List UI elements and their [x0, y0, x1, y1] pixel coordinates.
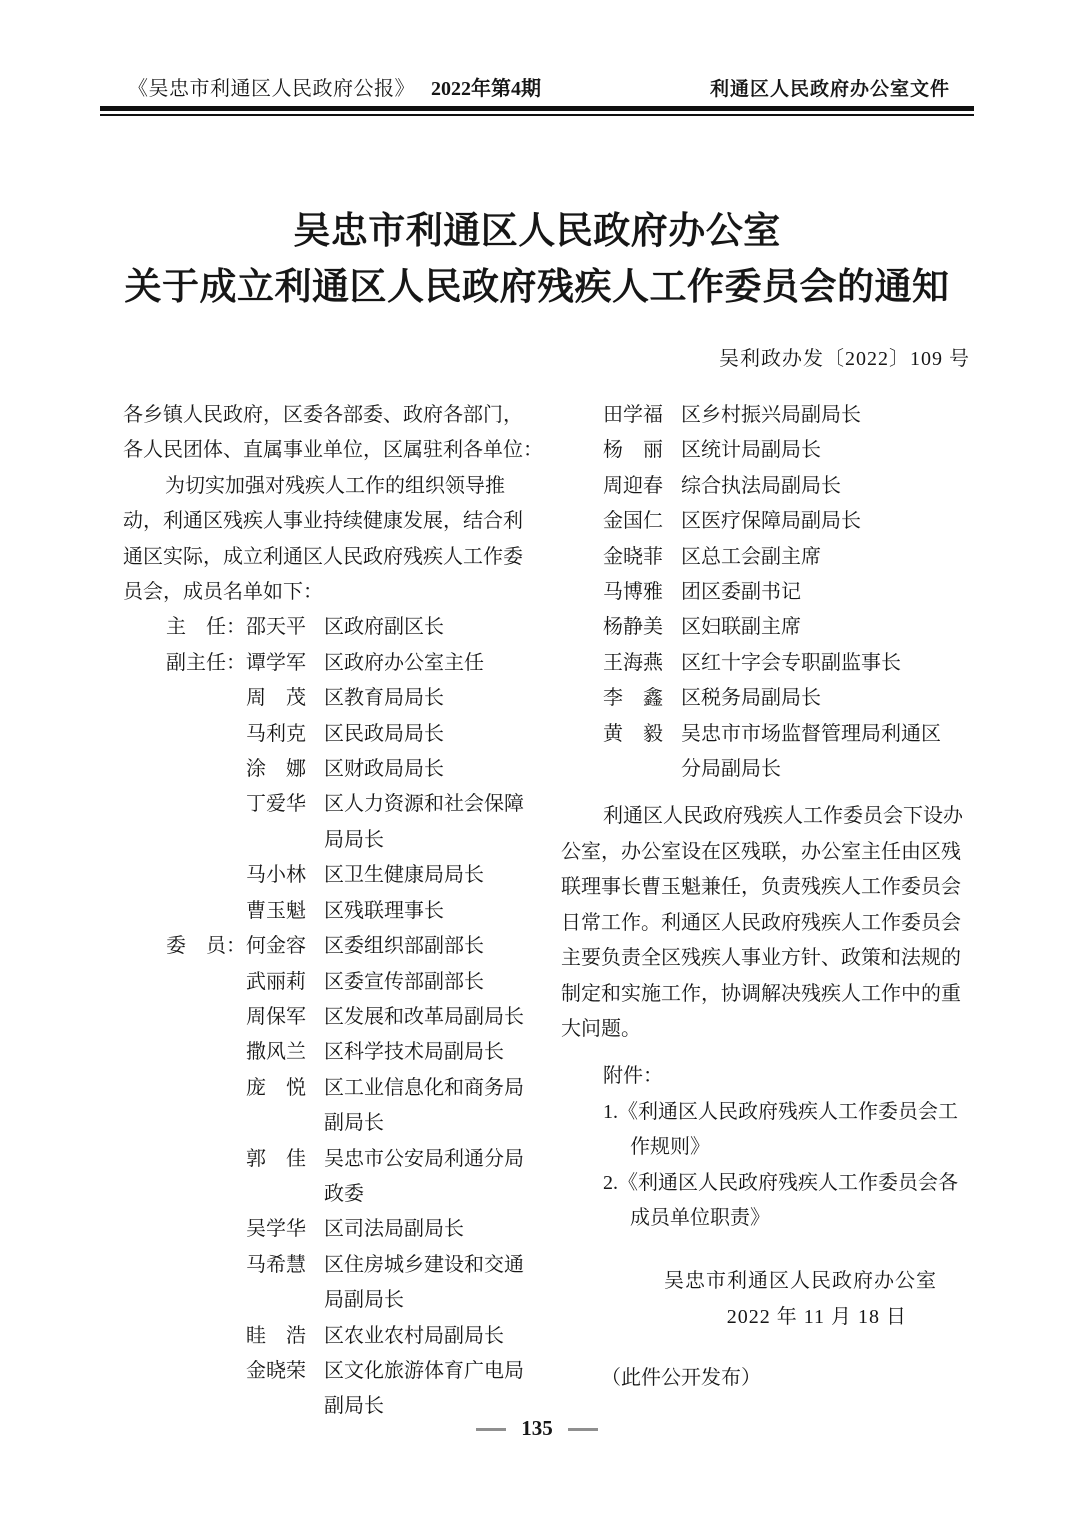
member-name: 金晓荣 — [246, 1359, 306, 1382]
member-position-line: 政委 — [324, 1182, 364, 1205]
member-position — [681, 504, 953, 539]
signature-date: 2022 年 11 月 18 日 — [726, 1305, 907, 1328]
member-row — [561, 469, 953, 504]
member-name: 郭 佳 — [246, 1147, 306, 1170]
member-position — [324, 1142, 524, 1213]
member-row — [123, 1142, 523, 1213]
member-position — [324, 646, 523, 681]
member-role-label: 委 员： — [166, 935, 246, 958]
text-line: 2.《利通区人民政府残疾人工作委员会各 — [603, 1171, 958, 1194]
member-position-line: 副局长 — [324, 1395, 384, 1418]
member-row — [123, 787, 523, 858]
member-row — [123, 717, 523, 752]
member-row — [123, 858, 523, 893]
body-left-column — [123, 398, 543, 1425]
member-name: 马博雅 — [603, 581, 663, 604]
member-position-line: 区总工会副主席 — [681, 545, 821, 568]
attachments-block — [561, 1059, 958, 1236]
gazette-title: 《吴忠市利通区人民政府公报》 — [128, 78, 415, 100]
footer-right-dash — [568, 1428, 598, 1431]
page-number: 135 — [521, 1416, 553, 1440]
member-position — [324, 1354, 524, 1425]
member-position — [681, 540, 953, 575]
member-row — [123, 646, 523, 681]
member-row — [123, 1000, 523, 1035]
page-footer — [0, 1416, 1074, 1441]
member-position-line: 区住房城乡建设和交通 — [324, 1253, 524, 1276]
page-header — [128, 72, 950, 101]
member-position-line: 区人力资源和社会保障 — [324, 793, 524, 816]
text-line: 动，利通区残疾人事业持续健康发展，结合利 — [123, 510, 523, 533]
member-position — [681, 646, 953, 681]
member-position-line: 区委宣传部副部长 — [324, 970, 484, 993]
member-row — [123, 1248, 523, 1319]
member-row — [123, 681, 523, 716]
member-position — [681, 469, 953, 504]
member-row — [123, 1071, 523, 1142]
member-position-line: 区卫生健康局局长 — [324, 864, 484, 887]
text-line: 1.《利通区人民政府残疾人工作委员会工 — [603, 1100, 958, 1123]
member-row — [561, 540, 953, 575]
member-name: 眭 浩 — [246, 1324, 306, 1347]
member-position-line: 局副局长 — [324, 1289, 404, 1312]
member-position — [681, 398, 953, 433]
document-number: 吴利政办发〔2022〕109 号 — [719, 348, 970, 370]
member-position — [324, 929, 523, 964]
member-position-line: 区妇联副主席 — [681, 616, 801, 639]
member-position-line: 区统计局副局长 — [681, 439, 821, 462]
text-line: 利通区人民政府残疾人工作委员会下设办 — [603, 805, 963, 828]
text-line: 通区实际，成立利通区人民政府残疾人工作委 — [123, 545, 523, 568]
member-row — [561, 575, 953, 610]
signature-block — [561, 1264, 953, 1335]
member-position — [324, 717, 523, 752]
member-position — [324, 894, 523, 929]
text-line: 主要负责全区残疾人事业方针、政策和法规的 — [561, 947, 961, 970]
member-position-line: 区乡村振兴局副局长 — [681, 404, 861, 426]
member-name: 金国仁 — [603, 510, 663, 533]
member-position-line: 区工业信息化和商务局 — [324, 1076, 524, 1099]
member-name: 周迎春 — [603, 474, 663, 497]
member-position-line: 区委组织部副部长 — [324, 935, 484, 958]
member-name: 庞 悦 — [246, 1076, 306, 1099]
member-row — [123, 610, 523, 645]
member-name: 金晓菲 — [603, 545, 663, 568]
member-row — [123, 929, 523, 964]
member-position — [324, 610, 523, 645]
member-name: 邵天平 — [246, 616, 306, 639]
member-name: 马希慧 — [246, 1253, 306, 1276]
member-name: 何金容 — [246, 935, 306, 958]
member-position-line: 吴忠市市场监督管理局利通区 — [681, 722, 941, 745]
text-line: 作规则》 — [630, 1136, 710, 1159]
member-row — [123, 1212, 523, 1247]
member-name: 李 鑫 — [603, 687, 663, 710]
text-line: 公室，办公室设在区残联，办公室主任由区残 — [561, 840, 961, 863]
member-position — [324, 1035, 523, 1070]
member-position — [324, 1212, 523, 1247]
text-line: 员会，成员名单如下： — [123, 581, 323, 604]
member-name: 周保军 — [246, 1005, 306, 1028]
office-paragraph — [561, 799, 963, 1047]
member-position — [324, 787, 524, 858]
footer-left-dash — [476, 1428, 506, 1431]
member-row — [123, 1354, 523, 1425]
member-name: 丁爱华 — [246, 793, 306, 816]
member-position — [681, 610, 953, 645]
text-line: 日常工作。利通区人民政府残疾人工作委员会 — [561, 911, 961, 934]
header-divider — [100, 106, 974, 116]
body-right-column — [561, 398, 963, 1397]
text-line: 制定和实施工作，协调解决残疾人工作中的重 — [561, 982, 961, 1005]
member-position-line: 区文化旅游体育广电局 — [324, 1359, 524, 1382]
header-divider-thin-line — [100, 114, 974, 116]
signature-office: 吴忠市利通区人民政府办公室 — [664, 1270, 937, 1293]
header-left — [128, 72, 541, 101]
member-row — [561, 646, 953, 681]
member-role-label: 主 任： — [166, 616, 246, 639]
member-position-line: 吴忠市公安局利通分局 — [324, 1147, 524, 1170]
text-line: 联理事长曹玉魁兼任，负责残疾人工作委员会 — [561, 876, 961, 899]
document-title-line2: 关于成立利通区人民政府残疾人工作委员会的通知 — [124, 267, 950, 308]
member-position — [324, 1319, 523, 1354]
member-position-line: 分局副局长 — [681, 758, 781, 781]
member-position-line: 团区委副书记 — [681, 581, 801, 604]
member-position-line: 区财政局局长 — [324, 758, 444, 781]
member-role-label: 副主任： — [166, 651, 246, 674]
text-line: 各人民团体、直属事业单位，区属驻利各单位： — [123, 439, 543, 462]
member-position-line: 局局长 — [324, 828, 384, 851]
member-name: 曹玉魁 — [246, 899, 306, 922]
member-position — [324, 752, 523, 787]
member-name: 周 茂 — [246, 687, 306, 710]
public-release-notice: （此件公开发布） — [601, 1367, 761, 1390]
member-row — [123, 752, 523, 787]
member-row — [561, 504, 953, 539]
member-row — [123, 894, 523, 929]
text-line: 成员单位职责》 — [630, 1206, 770, 1229]
member-row — [561, 398, 953, 433]
member-position — [681, 575, 953, 610]
member-position — [681, 717, 953, 788]
member-position-line: 区发展和改革局副局长 — [324, 1005, 524, 1028]
member-position — [681, 681, 953, 716]
member-row — [561, 610, 953, 645]
member-row — [123, 1319, 523, 1354]
document-title — [0, 204, 1074, 316]
member-row — [123, 965, 523, 1000]
member-position-line: 区科学技术局副局长 — [324, 1041, 504, 1064]
member-position-line: 区民政局局长 — [324, 722, 444, 745]
member-row — [561, 681, 953, 716]
member-name: 杨静美 — [603, 616, 663, 639]
header-office-file-label: 利通区人民政府办公室文件 — [709, 79, 950, 100]
member-position-line: 区政府副区长 — [324, 616, 444, 639]
member-position-line: 区政府办公室主任 — [324, 651, 484, 674]
member-name: 武丽莉 — [246, 970, 306, 993]
text-line: 大问题。 — [561, 1017, 641, 1040]
member-name: 王海燕 — [603, 651, 663, 674]
salutation-and-intro — [123, 398, 543, 610]
gazette-issue: 2022年第4期 — [431, 78, 541, 100]
member-position — [324, 681, 523, 716]
member-list-left — [123, 610, 523, 1424]
member-name: 谭学军 — [246, 651, 306, 674]
member-position-line: 区教育局局长 — [324, 687, 444, 710]
document-title-line1: 吴忠市利通区人民政府办公室 — [293, 211, 781, 252]
member-name: 马小林 — [246, 864, 306, 887]
member-name: 撒风兰 — [246, 1041, 306, 1064]
member-position-line: 区农业农村局副局长 — [324, 1324, 504, 1347]
member-position-line: 区红十字会专职副监事长 — [681, 651, 901, 674]
header-divider-thick-line — [100, 106, 974, 111]
member-position — [324, 1071, 524, 1142]
member-name: 杨 丽 — [603, 439, 663, 462]
member-position — [324, 1000, 524, 1035]
member-list-right — [561, 398, 953, 787]
member-position — [324, 965, 523, 1000]
text-line: 各乡镇人民政府，区委各部委、政府各部门， — [123, 404, 523, 426]
member-name: 马利克 — [246, 722, 306, 745]
member-name: 黄 毅 — [603, 722, 663, 745]
member-position — [681, 433, 953, 468]
text-line: 附件： — [603, 1065, 663, 1088]
member-row — [561, 717, 953, 788]
member-position-line: 综合执法局副局长 — [681, 474, 841, 497]
member-position-line: 区司法局副局长 — [324, 1218, 464, 1241]
member-name: 吴学华 — [246, 1218, 306, 1241]
member-name: 田学福 — [603, 404, 663, 426]
text-line: 为切实加强对残疾人工作的组织领导推 — [165, 474, 505, 497]
member-position-line: 区税务局副局长 — [681, 687, 821, 710]
member-row — [123, 1035, 523, 1070]
member-position-line: 副局长 — [324, 1112, 384, 1135]
member-position-line: 区医疗保障局副局长 — [681, 510, 861, 533]
member-row — [561, 433, 953, 468]
member-name: 涂 娜 — [246, 758, 306, 781]
member-position — [324, 858, 523, 893]
member-position-line: 区残联理事长 — [324, 899, 444, 922]
member-position — [324, 1248, 524, 1319]
